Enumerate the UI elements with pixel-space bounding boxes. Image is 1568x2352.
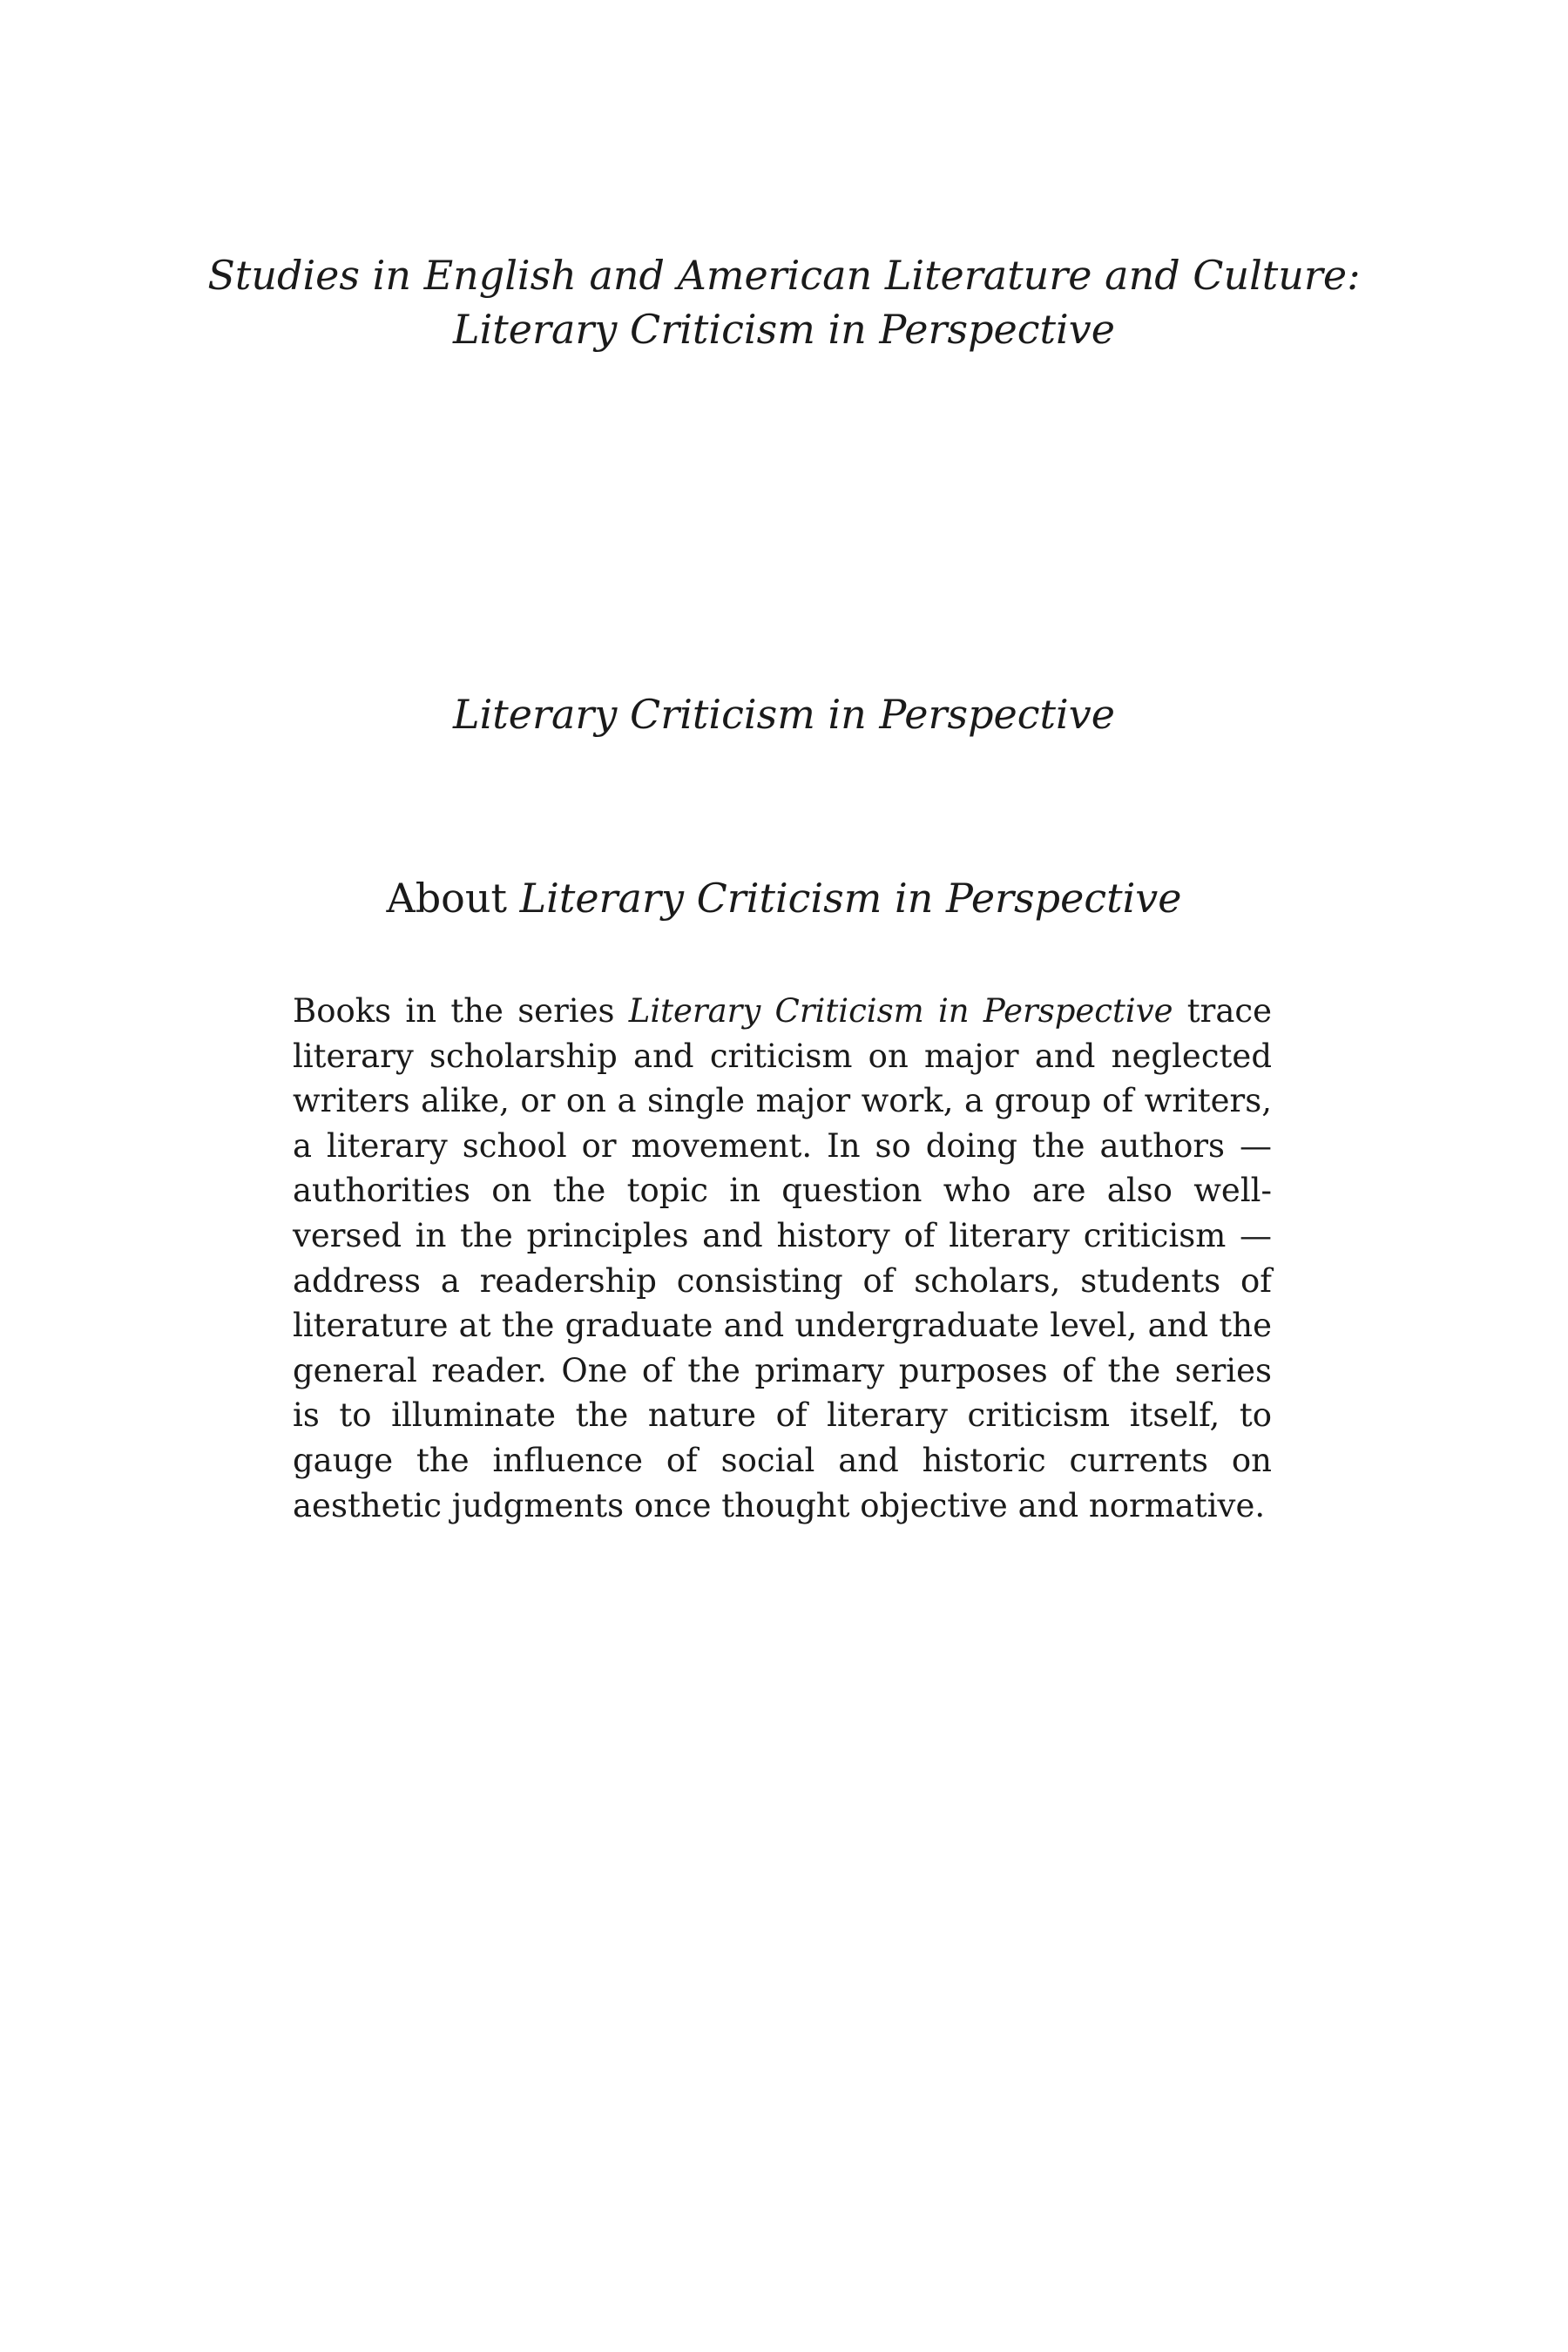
series-title: Literary Criticism in Perspective (453, 691, 1115, 738)
about-heading-series-title: Literary Criticism in Perspective (519, 875, 1182, 922)
series-header-line-2: Literary Criticism in Perspective (453, 306, 1115, 353)
series-header (0, 248, 1568, 356)
about-paragraph (293, 989, 1272, 1528)
about-heading (0, 871, 1568, 925)
about-body-intro: Books in the series (293, 992, 615, 1030)
about-body-series-title: Literary Criticism in Perspective (628, 992, 1173, 1030)
about-heading-prefix: About (386, 875, 507, 922)
series-header-line-1: Studies in English and American Literature and Culture: (207, 252, 1361, 299)
about-body-text: trace literary scholarship and criticism on major and neglected writers alike, or on a single major work, a group of writers, a literary school or movement. In so doing the authors — authorities on the topic in question who are also well-versed in the principles and history of literary criticism — address a readership consisting of scholars, students of literature at the graduate and undergraduate level, and the general reader. One of the primary purposes of the series is to illuminate the nature of literary criticism itself, to gauge the influence of social and historic currents on aesthetic judgments once thought objective and normative. (293, 992, 1272, 1524)
